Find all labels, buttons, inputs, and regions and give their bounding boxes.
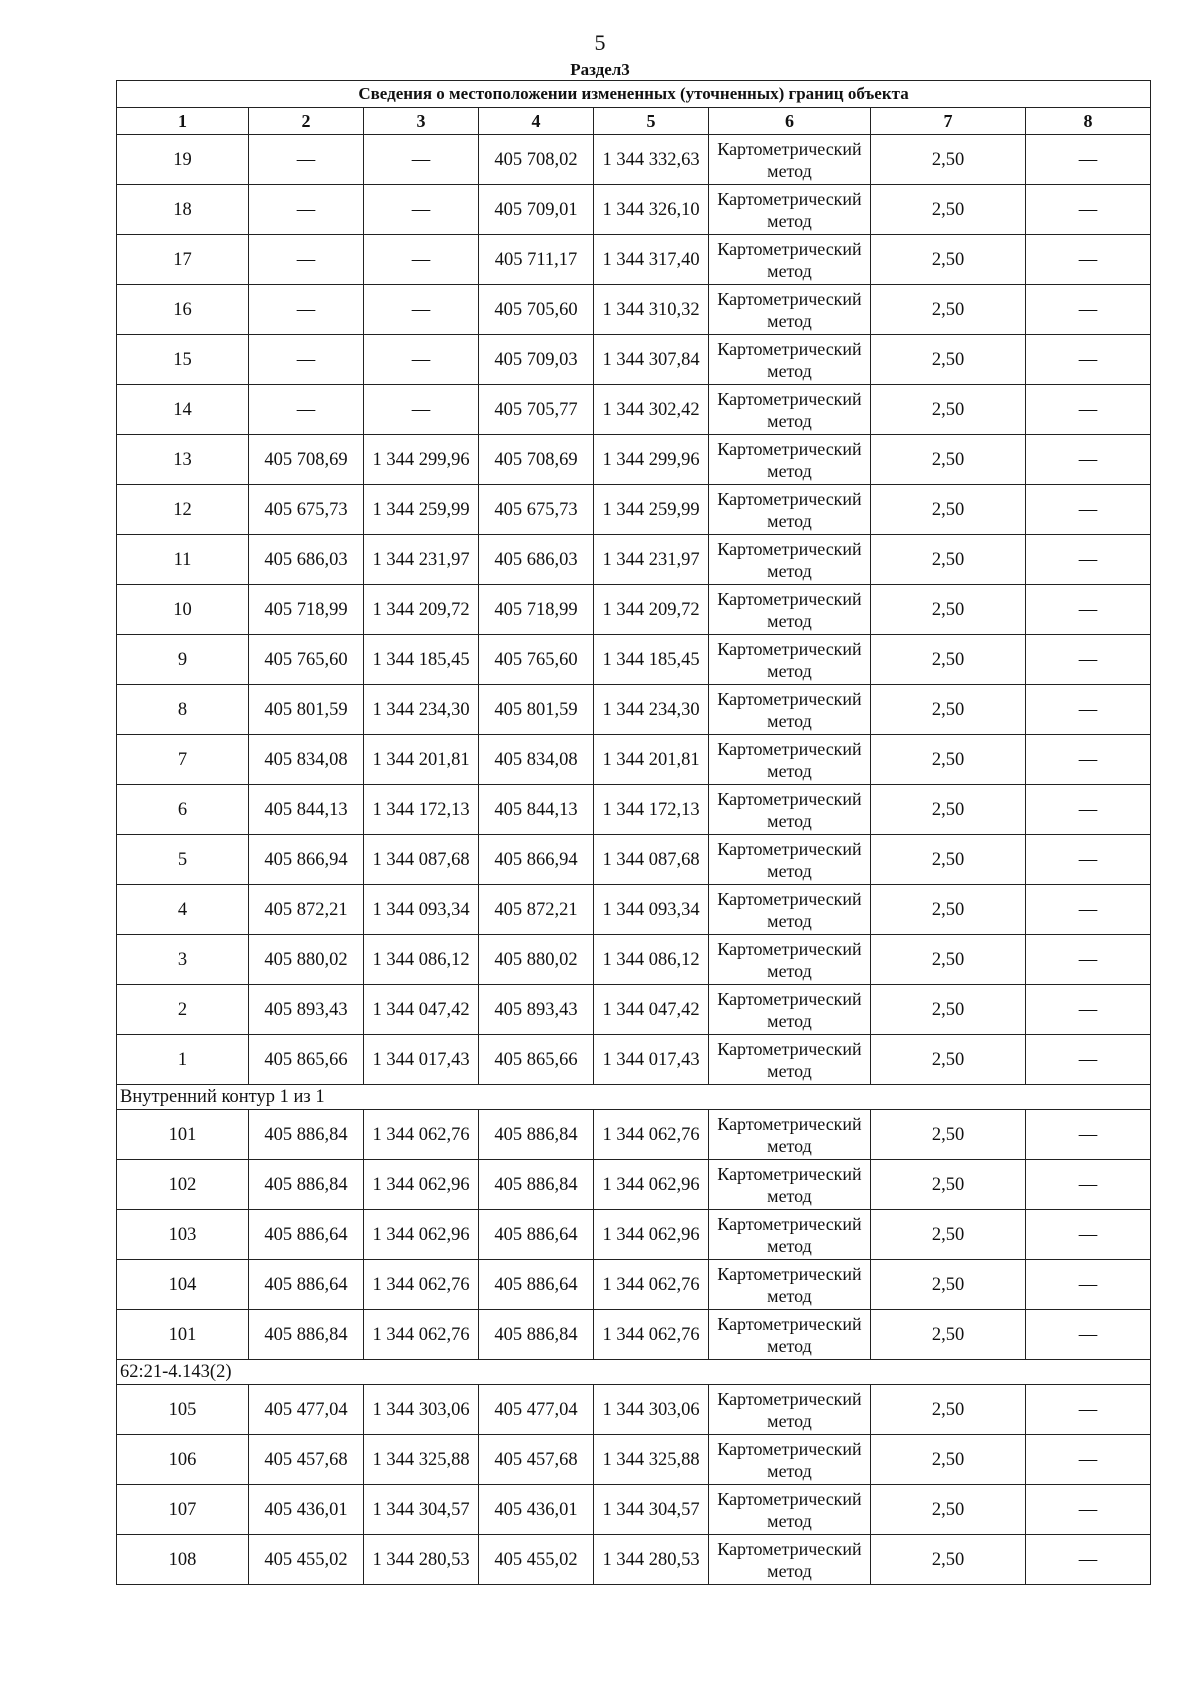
old-y: 1 344 259,99	[364, 485, 479, 535]
new-y: 1 344 332,63	[594, 135, 709, 185]
dash-cell: —	[1026, 985, 1151, 1035]
dash-cell: —	[1026, 935, 1151, 985]
old-x: 405 675,73	[249, 485, 364, 535]
point-number: 106	[117, 1435, 249, 1485]
old-x: 405 436,01	[249, 1485, 364, 1535]
old-x: 405 866,94	[249, 835, 364, 885]
accuracy-cell: 2,50	[871, 485, 1026, 535]
old-x: 405 765,60	[249, 635, 364, 685]
new-x: 405 675,73	[479, 485, 594, 535]
dash-cell: —	[1026, 1435, 1151, 1485]
accuracy-cell: 2,50	[871, 1035, 1026, 1085]
new-x: 405 886,84	[479, 1310, 594, 1360]
dash-cell: —	[1026, 1035, 1151, 1085]
method-cell: Картометрический метод	[709, 1535, 871, 1585]
column-header-row	[117, 108, 1151, 135]
dash-cell: —	[1026, 1385, 1151, 1435]
boundary-coordinates-table	[116, 80, 1151, 1585]
old-y: —	[364, 385, 479, 435]
method-cell: Картометрический метод	[709, 135, 871, 185]
accuracy-cell: 2,50	[871, 635, 1026, 685]
old-y: —	[364, 235, 479, 285]
old-y: 1 344 017,43	[364, 1035, 479, 1085]
accuracy-cell: 2,50	[871, 1535, 1026, 1585]
new-x: 405 709,01	[479, 185, 594, 235]
old-y: 1 344 062,76	[364, 1110, 479, 1160]
section-title: Раздел3	[570, 60, 630, 79]
dash-cell: —	[1026, 1310, 1151, 1360]
method-cell: Картометрический метод	[709, 385, 871, 435]
accuracy-cell: 2,50	[871, 985, 1026, 1035]
old-y: 1 344 047,42	[364, 985, 479, 1035]
method-cell: Картометрический метод	[709, 785, 871, 835]
accuracy-cell: 2,50	[871, 1260, 1026, 1310]
accuracy-cell: 2,50	[871, 1310, 1026, 1360]
point-number: 104	[117, 1260, 249, 1310]
accuracy-cell: 2,50	[871, 685, 1026, 735]
old-x: 405 455,02	[249, 1535, 364, 1585]
dash-cell: —	[1026, 585, 1151, 635]
accuracy-cell: 2,50	[871, 835, 1026, 885]
table-row	[117, 1160, 1151, 1210]
point-number: 19	[117, 135, 249, 185]
dash-cell: —	[1026, 185, 1151, 235]
old-y: 1 344 062,96	[364, 1210, 479, 1260]
column-header: 4	[479, 108, 594, 135]
new-x: 405 865,66	[479, 1035, 594, 1085]
new-y: 1 344 086,12	[594, 935, 709, 985]
new-y: 1 344 234,30	[594, 685, 709, 735]
point-number: 15	[117, 335, 249, 385]
new-y: 1 344 093,34	[594, 885, 709, 935]
new-x: 405 455,02	[479, 1535, 594, 1585]
new-x: 405 886,64	[479, 1210, 594, 1260]
method-cell: Картометрический метод	[709, 335, 871, 385]
new-x: 405 801,59	[479, 685, 594, 735]
column-header: 7	[871, 108, 1026, 135]
new-x: 405 886,84	[479, 1110, 594, 1160]
dash-cell: —	[1026, 535, 1151, 585]
point-number: 11	[117, 535, 249, 585]
point-number: 3	[117, 935, 249, 985]
old-y: 1 344 062,96	[364, 1160, 479, 1210]
table-row	[117, 485, 1151, 535]
table-row	[117, 285, 1151, 335]
old-y: —	[364, 135, 479, 185]
method-cell: Картометрический метод	[709, 735, 871, 785]
method-cell: Картометрический метод	[709, 1160, 871, 1210]
table-row	[117, 1310, 1151, 1360]
old-y: 1 344 299,96	[364, 435, 479, 485]
method-cell: Картометрический метод	[709, 685, 871, 735]
dash-cell: —	[1026, 1110, 1151, 1160]
new-x: 405 765,60	[479, 635, 594, 685]
table-row	[117, 1535, 1151, 1585]
old-x: 405 457,68	[249, 1435, 364, 1485]
accuracy-cell: 2,50	[871, 335, 1026, 385]
dash-cell: —	[1026, 1160, 1151, 1210]
new-x: 405 711,17	[479, 235, 594, 285]
method-cell: Картометрический метод	[709, 435, 871, 485]
table-row	[117, 1385, 1151, 1435]
point-number: 16	[117, 285, 249, 335]
new-y: 1 344 307,84	[594, 335, 709, 385]
table-row	[117, 1210, 1151, 1260]
old-y: 1 344 062,76	[364, 1260, 479, 1310]
point-number: 2	[117, 985, 249, 1035]
column-header: 3	[364, 108, 479, 135]
point-number: 18	[117, 185, 249, 235]
dash-cell: —	[1026, 1535, 1151, 1585]
old-x: 405 686,03	[249, 535, 364, 585]
new-x: 405 708,69	[479, 435, 594, 485]
new-x: 405 886,64	[479, 1260, 594, 1310]
point-number: 108	[117, 1535, 249, 1585]
method-cell: Картометрический метод	[709, 1310, 871, 1360]
group-label-row	[117, 1085, 1151, 1110]
old-y: 1 344 304,57	[364, 1485, 479, 1535]
method-cell: Картометрический метод	[709, 1210, 871, 1260]
point-number: 4	[117, 885, 249, 935]
column-header: 5	[594, 108, 709, 135]
table-row	[117, 1485, 1151, 1535]
new-y: 1 344 062,96	[594, 1160, 709, 1210]
method-cell: Картометрический метод	[709, 1035, 871, 1085]
new-y: 1 344 185,45	[594, 635, 709, 685]
new-y: 1 344 062,96	[594, 1210, 709, 1260]
new-y: 1 344 299,96	[594, 435, 709, 485]
dash-cell: —	[1026, 485, 1151, 535]
column-header: 2	[249, 108, 364, 135]
method-cell: Картометрический метод	[709, 235, 871, 285]
table-row	[117, 785, 1151, 835]
new-x: 405 872,21	[479, 885, 594, 935]
new-y: 1 344 304,57	[594, 1485, 709, 1535]
new-y: 1 344 062,76	[594, 1310, 709, 1360]
old-x: —	[249, 235, 364, 285]
method-cell: Картометрический метод	[709, 1435, 871, 1485]
new-x: 405 457,68	[479, 1435, 594, 1485]
column-header: 8	[1026, 108, 1151, 135]
table-row	[117, 1260, 1151, 1310]
old-x: —	[249, 285, 364, 335]
dash-cell: —	[1026, 385, 1151, 435]
new-y: 1 344 231,97	[594, 535, 709, 585]
new-y: 1 344 087,68	[594, 835, 709, 885]
method-cell: Картометрический метод	[709, 1485, 871, 1535]
dash-cell: —	[1026, 885, 1151, 935]
old-y: 1 344 087,68	[364, 835, 479, 885]
group-label: Внутренний контур 1 из 1	[117, 1085, 1151, 1110]
column-header: 6	[709, 108, 871, 135]
old-x: 405 708,69	[249, 435, 364, 485]
method-cell: Картометрический метод	[709, 935, 871, 985]
new-y: 1 344 172,13	[594, 785, 709, 835]
method-cell: Картометрический метод	[709, 635, 871, 685]
accuracy-cell: 2,50	[871, 435, 1026, 485]
accuracy-cell: 2,50	[871, 585, 1026, 635]
new-x: 405 686,03	[479, 535, 594, 585]
old-y: 1 344 172,13	[364, 785, 479, 835]
table-row	[117, 1035, 1151, 1085]
method-cell: Картометрический метод	[709, 185, 871, 235]
new-y: 1 344 326,10	[594, 185, 709, 235]
page-number: 5	[594, 30, 606, 55]
old-x: —	[249, 335, 364, 385]
method-cell: Картометрический метод	[709, 985, 871, 1035]
accuracy-cell: 2,50	[871, 935, 1026, 985]
new-y: 1 344 062,76	[594, 1260, 709, 1310]
old-y: —	[364, 285, 479, 335]
table-row	[117, 1435, 1151, 1485]
old-x: 405 886,64	[249, 1260, 364, 1310]
old-x: 405 865,66	[249, 1035, 364, 1085]
old-y: 1 344 234,30	[364, 685, 479, 735]
point-number: 105	[117, 1385, 249, 1435]
accuracy-cell: 2,50	[871, 235, 1026, 285]
point-number: 6	[117, 785, 249, 835]
table-row	[117, 435, 1151, 485]
column-header: 1	[117, 108, 249, 135]
dash-cell: —	[1026, 135, 1151, 185]
dash-cell: —	[1026, 285, 1151, 335]
old-x: 405 844,13	[249, 785, 364, 835]
old-x: 405 886,64	[249, 1210, 364, 1260]
new-y: 1 344 209,72	[594, 585, 709, 635]
old-y: 1 344 093,34	[364, 885, 479, 935]
old-y: —	[364, 185, 479, 235]
method-cell: Картометрический метод	[709, 1260, 871, 1310]
new-y: 1 344 325,88	[594, 1435, 709, 1485]
old-y: 1 344 280,53	[364, 1535, 479, 1585]
accuracy-cell: 2,50	[871, 1160, 1026, 1210]
method-cell: Картометрический метод	[709, 1110, 871, 1160]
new-x: 405 477,04	[479, 1385, 594, 1435]
point-number: 7	[117, 735, 249, 785]
method-cell: Картометрический метод	[709, 285, 871, 335]
dash-cell: —	[1026, 735, 1151, 785]
accuracy-cell: 2,50	[871, 135, 1026, 185]
accuracy-cell: 2,50	[871, 1385, 1026, 1435]
old-y: 1 344 231,97	[364, 535, 479, 585]
table-title: Сведения о местоположении измененных (уточненных) границ объекта	[117, 81, 1151, 108]
new-y: 1 344 259,99	[594, 485, 709, 535]
new-y: 1 344 280,53	[594, 1535, 709, 1585]
table-row	[117, 585, 1151, 635]
accuracy-cell: 2,50	[871, 785, 1026, 835]
table-row	[117, 235, 1151, 285]
dash-cell: —	[1026, 1210, 1151, 1260]
old-x: 405 834,08	[249, 735, 364, 785]
point-number: 12	[117, 485, 249, 535]
new-x: 405 880,02	[479, 935, 594, 985]
old-x: —	[249, 385, 364, 435]
new-y: 1 344 047,42	[594, 985, 709, 1035]
old-x: 405 886,84	[249, 1110, 364, 1160]
method-cell: Картометрический метод	[709, 485, 871, 535]
accuracy-cell: 2,50	[871, 1110, 1026, 1160]
accuracy-cell: 2,50	[871, 385, 1026, 435]
method-cell: Картометрический метод	[709, 885, 871, 935]
new-x: 405 705,60	[479, 285, 594, 335]
new-x: 405 844,13	[479, 785, 594, 835]
accuracy-cell: 2,50	[871, 885, 1026, 935]
method-cell: Картометрический метод	[709, 585, 871, 635]
dash-cell: —	[1026, 835, 1151, 885]
old-y: 1 344 062,76	[364, 1310, 479, 1360]
point-number: 14	[117, 385, 249, 435]
old-x: —	[249, 185, 364, 235]
table-row	[117, 735, 1151, 785]
dash-cell: —	[1026, 635, 1151, 685]
dash-cell: —	[1026, 335, 1151, 385]
point-number: 102	[117, 1160, 249, 1210]
point-number: 13	[117, 435, 249, 485]
table-row	[117, 1110, 1151, 1160]
point-number: 10	[117, 585, 249, 635]
new-y: 1 344 317,40	[594, 235, 709, 285]
new-x: 405 709,03	[479, 335, 594, 385]
table-row	[117, 685, 1151, 735]
old-y: 1 344 185,45	[364, 635, 479, 685]
accuracy-cell: 2,50	[871, 285, 1026, 335]
accuracy-cell: 2,50	[871, 1485, 1026, 1535]
table-row	[117, 885, 1151, 935]
point-number: 5	[117, 835, 249, 885]
point-number: 103	[117, 1210, 249, 1260]
table-row	[117, 835, 1151, 885]
dash-cell: —	[1026, 435, 1151, 485]
dash-cell: —	[1026, 1485, 1151, 1535]
table-row	[117, 185, 1151, 235]
method-cell: Картометрический метод	[709, 835, 871, 885]
new-x: 405 718,99	[479, 585, 594, 635]
new-y: 1 344 201,81	[594, 735, 709, 785]
dash-cell: —	[1026, 1260, 1151, 1310]
new-x: 405 436,01	[479, 1485, 594, 1535]
method-cell: Картометрический метод	[709, 1385, 871, 1435]
accuracy-cell: 2,50	[871, 1435, 1026, 1485]
old-x: 405 477,04	[249, 1385, 364, 1435]
old-y: 1 344 209,72	[364, 585, 479, 635]
table-row	[117, 135, 1151, 185]
old-x: 405 886,84	[249, 1160, 364, 1210]
old-y: —	[364, 335, 479, 385]
new-y: 1 344 302,42	[594, 385, 709, 435]
table-row	[117, 935, 1151, 985]
old-y: 1 344 086,12	[364, 935, 479, 985]
point-number: 9	[117, 635, 249, 685]
point-number: 17	[117, 235, 249, 285]
table-row	[117, 985, 1151, 1035]
old-x: 405 893,43	[249, 985, 364, 1035]
old-y: 1 344 325,88	[364, 1435, 479, 1485]
table-row	[117, 335, 1151, 385]
new-x: 405 705,77	[479, 385, 594, 435]
new-x: 405 893,43	[479, 985, 594, 1035]
table-row	[117, 385, 1151, 435]
new-x: 405 866,94	[479, 835, 594, 885]
accuracy-cell: 2,50	[871, 185, 1026, 235]
point-number: 107	[117, 1485, 249, 1535]
dash-cell: —	[1026, 785, 1151, 835]
group-label: 62:21-4.143(2)	[117, 1360, 1151, 1385]
accuracy-cell: 2,50	[871, 535, 1026, 585]
method-cell: Картометрический метод	[709, 535, 871, 585]
group-label-row	[117, 1360, 1151, 1385]
point-number: 101	[117, 1110, 249, 1160]
accuracy-cell: 2,50	[871, 735, 1026, 785]
old-x: 405 880,02	[249, 935, 364, 985]
old-y: 1 344 201,81	[364, 735, 479, 785]
old-x: 405 886,84	[249, 1310, 364, 1360]
accuracy-cell: 2,50	[871, 1210, 1026, 1260]
table-row	[117, 635, 1151, 685]
old-x: 405 872,21	[249, 885, 364, 935]
new-x: 405 834,08	[479, 735, 594, 785]
table-row	[117, 535, 1151, 585]
point-number: 101	[117, 1310, 249, 1360]
point-number: 1	[117, 1035, 249, 1085]
new-y: 1 344 310,32	[594, 285, 709, 335]
old-x: 405 718,99	[249, 585, 364, 635]
new-y: 1 344 303,06	[594, 1385, 709, 1435]
dash-cell: —	[1026, 685, 1151, 735]
new-y: 1 344 017,43	[594, 1035, 709, 1085]
old-y: 1 344 303,06	[364, 1385, 479, 1435]
new-y: 1 344 062,76	[594, 1110, 709, 1160]
old-x: —	[249, 135, 364, 185]
dash-cell: —	[1026, 235, 1151, 285]
old-x: 405 801,59	[249, 685, 364, 735]
point-number: 8	[117, 685, 249, 735]
new-x: 405 708,02	[479, 135, 594, 185]
new-x: 405 886,84	[479, 1160, 594, 1210]
